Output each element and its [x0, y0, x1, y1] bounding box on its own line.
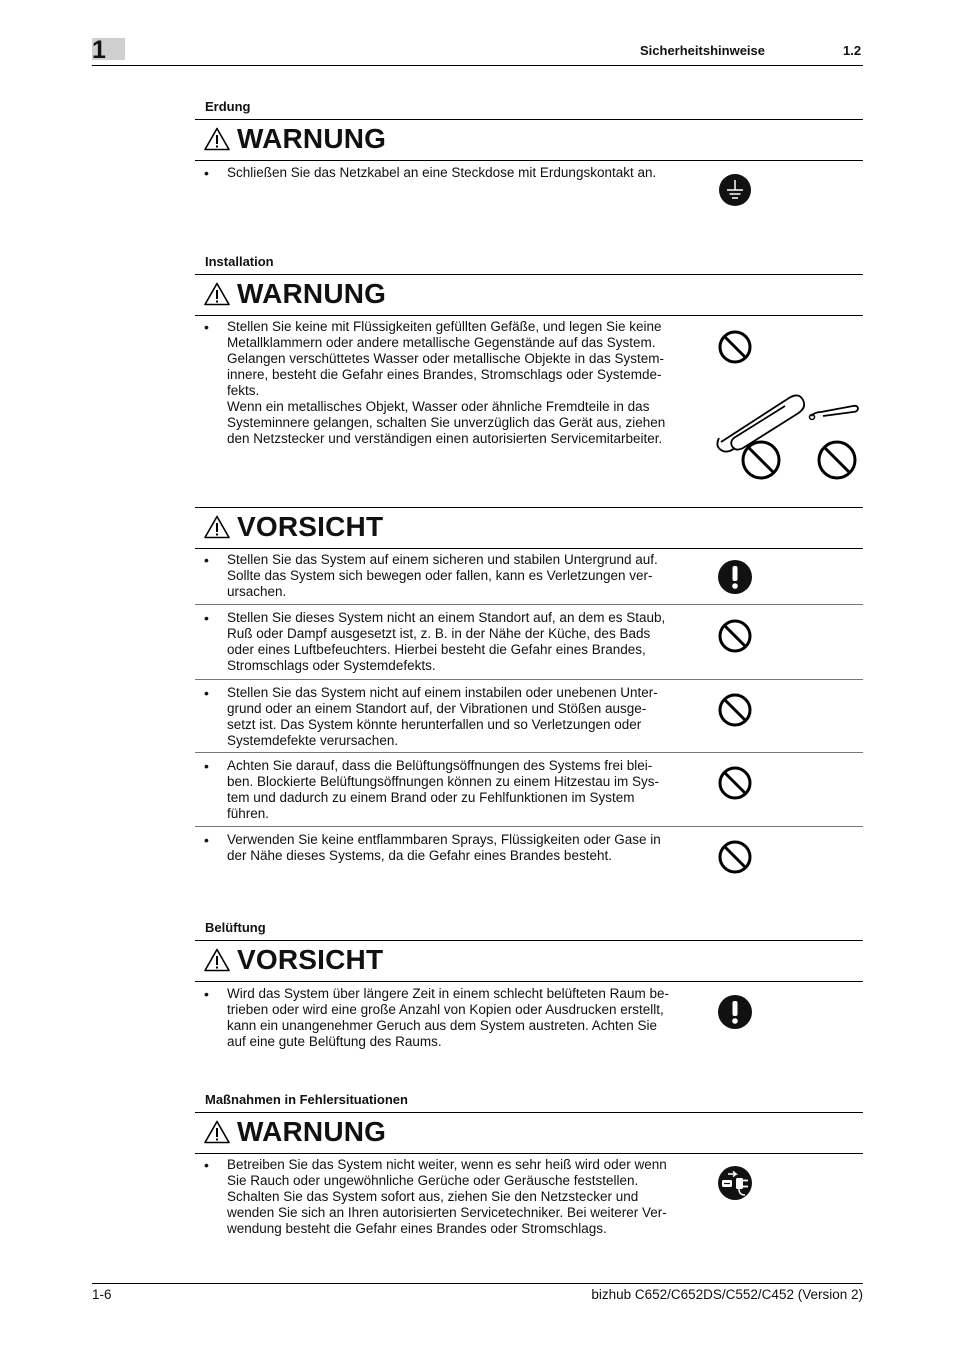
- section-title-installation: Installation: [205, 254, 274, 269]
- section-title-belueftung: Belüftung: [205, 920, 266, 935]
- footer-page-number: 1-6: [92, 1287, 112, 1302]
- safety-item: [195, 680, 863, 753]
- safety-item-text: Stellen Sie das System nicht auf einem instabilen oder unebenen Unter- grund oder an einem Standort auf, der Vibrationen und Stößen ausge- setzt ist. Das System könnte herunterfallen und so Verletzungen oder Systemdefekte verursachen.: [227, 685, 658, 748]
- ground-icon: [717, 172, 753, 208]
- mandatory-action-icon: [717, 559, 753, 595]
- header-section-number: 1.2: [843, 43, 862, 58]
- chapter-number: 1: [92, 36, 106, 64]
- safety-item: [195, 314, 863, 494]
- prohibition-icon: [717, 765, 753, 801]
- bullet: •: [204, 552, 209, 568]
- prohibition-icon: [717, 692, 753, 728]
- warning-triangle-icon: [204, 1120, 230, 1144]
- footer-document-title: bizhub C652/C652DS/C552/C452 (Version 2): [591, 1287, 863, 1302]
- section-title-erdung: Erdung: [205, 99, 251, 114]
- warning-triangle-icon: [204, 515, 230, 539]
- warning-triangle-icon: [204, 948, 230, 972]
- safety-item: [195, 1152, 863, 1252]
- signal-bar-vorsicht-belueftung: [195, 940, 863, 982]
- bullet: •: [204, 1157, 209, 1173]
- safety-item-text: Schließen Sie das Netzkabel an eine Steckdose mit Erdungskontakt an.: [227, 165, 657, 180]
- bullet: •: [204, 986, 209, 1002]
- prohibition-icon: [717, 329, 753, 365]
- safety-item-text: Stellen Sie keine mit Flüssigkeiten gefüllten Gefäße, und legen Sie keine Metallklammern oder andere metallische Gegenstände auf das System. Gelangen verschüttetes Wasser oder metallische Objekte in das System- innere, besteht die Gefahr eines Brandes, Stromschlags oder Systemde- fekts. Wenn ein metallisches Objekt, Wasser oder ähnliche Fremdteile in das Systeminnere gelangen, schalten Sie unverzüglich das Gerät aus, ziehen den Netzstecker und verständigen einen autorisierten Servicemitarbeiter.: [227, 319, 666, 446]
- safety-item: [195, 981, 863, 1061]
- safety-item: [195, 547, 863, 605]
- safety-item-text: Wird das System über längere Zeit in einem schlecht belüfteten Raum be- trieben oder wird eine große Anzahl von Kopien oder Ausdrucken erstellt, kann ein unangenehmer Geruch aus dem System austreten. Achten Sie auf eine gute Belüftung des Raums.: [227, 986, 669, 1049]
- signal-word: VORSICHT: [237, 944, 384, 975]
- safety-item: [195, 605, 863, 680]
- paper-clip-prohibited-icon: [715, 390, 863, 480]
- mandatory-action-icon: [717, 994, 753, 1030]
- safety-item-text: Stellen Sie dieses System nicht an einem Standort auf, an dem es Staub, Ruß oder Dampf ausgesetzt ist, z. B. in der Nähe der Küche, des Bads oder eines Luftbefeuchters. Hierbei besteht die Gefahr eines Brandes, Stromschlags oder Systemdefekts.: [227, 610, 666, 673]
- prohibition-icon: [717, 618, 753, 654]
- safety-item-text: Betreiben Sie das System nicht weiter, wenn es sehr heiß wird oder wenn Sie Rauch oder ungewöhnliche Gerüche oder Geräusche feststellen. Schalten Sie das System sofort aus, ziehen Sie den Netzstecker und wenden Sie sich an Ihren autorisierten Servicetechniker. Bei weiterer Ver- wendung besteht die Gefahr eines Brandes oder Stromschlags.: [227, 1157, 667, 1236]
- bullet: •: [204, 319, 209, 335]
- signal-word: WARNUNG: [237, 1116, 387, 1147]
- safety-item-text: Verwenden Sie keine entflammbaren Sprays, Flüssigkeiten oder Gase in der Nähe dieses Systems, da die Gefahr eines Brandes besteht.: [227, 832, 661, 863]
- signal-bar-warnung-installation: [195, 274, 863, 316]
- bullet: •: [204, 758, 209, 774]
- unplug-power-icon: [717, 1165, 753, 1201]
- signal-bar-warnung-erdung: [195, 119, 863, 161]
- header-rule: [92, 65, 863, 66]
- signal-word: WARNUNG: [237, 123, 387, 154]
- safety-item-text: Achten Sie darauf, dass die Belüftungsöffnungen des Systems frei blei- ben. Blockierte Belüftungsöffnungen können zu einem Hitzestau im Sys- tem und dadurch zu einem Brand oder zu Fehlfunktionen im System führen.: [227, 758, 659, 821]
- safety-item: [195, 753, 863, 827]
- warning-triangle-icon: [204, 282, 230, 306]
- header-title: Sicherheitshinweise: [640, 43, 765, 58]
- bullet: •: [204, 685, 209, 701]
- warning-triangle-icon: [204, 127, 230, 151]
- footer-rule: [92, 1283, 863, 1284]
- section-title-fehler: Maßnahmen in Fehlersituationen: [205, 1092, 408, 1107]
- signal-bar-warnung-fehler: [195, 1112, 863, 1154]
- bullet: •: [204, 165, 209, 181]
- bullet: •: [204, 610, 209, 626]
- signal-word: VORSICHT: [237, 511, 384, 542]
- safety-item-text: Stellen Sie das System auf einem sicheren und stabilen Untergrund auf. Sollte das System sich bewegen oder fallen, kann es Verletzungen ver- ursachen.: [227, 552, 658, 599]
- signal-word: WARNUNG: [237, 278, 387, 309]
- bullet: •: [204, 832, 209, 848]
- prohibition-icon: [717, 839, 753, 875]
- safety-item: [195, 160, 863, 220]
- signal-bar-vorsicht-installation: [195, 507, 863, 549]
- safety-item: [195, 827, 863, 893]
